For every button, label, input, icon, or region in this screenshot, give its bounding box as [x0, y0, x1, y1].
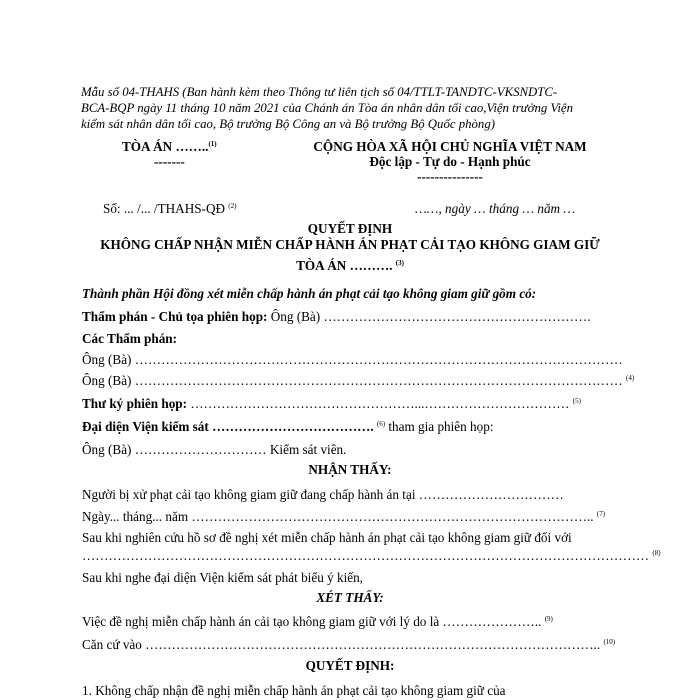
observed-line: ………………………………………………………………………………………………………………… $^{(8)}$ [82, 548, 661, 563]
document-number: Số: ... /... /THAHS-QĐ $^{(2)}$ [103, 201, 237, 216]
court-line: TÒA ÁN ………. $^{(3)}$ [296, 258, 404, 273]
council-intro: Thành phần Hội đồng xét miễn chấp hành án phạt cải tạo không giam giữ gồm có: [82, 286, 537, 301]
document-subtitle: KHÔNG CHẤP NHẬN MIỄN CHẤP HÀNH ÁN PHẠT CẢI TẠO KHÔNG GIAM GIỮ [100, 237, 600, 252]
heading-observed: NHẬN THẤY: [308, 462, 392, 477]
judges-label: Các Thẩm phán: [82, 331, 178, 346]
national-title: CỘNG HÒA XÃ HỘI CHỦ NGHĨA VIỆT NAM [313, 139, 587, 154]
considered-line: Căn cứ vào ………………………………………………………………………………………….. $^{(10)}$ [82, 637, 616, 652]
considered-line: Việc đề nghị miễn chấp hành án cải tạo không giam giữ với lý do là ………………….. $^{(9)}$ [82, 614, 553, 629]
court-rule: ------- [154, 154, 185, 169]
form-note-line: Mẫu số 04-THAHS (Ban hành kèm theo Thông tư liên tịch số 04/TTLT-TANDTC-VKSNDTC- [81, 85, 558, 99]
heading-decision: QUYẾT ĐỊNH: [305, 658, 395, 673]
national-motto: Độc lập - Tự do - Hạnh phúc [369, 154, 531, 169]
decision-line: 1. Không chấp nhận đề nghị miễn chấp hành án phạt cải tạo không giam giữ của [82, 683, 506, 698]
court-label: TÒA ÁN ……..$^{(1)}$ [122, 139, 217, 154]
date-line: ……, ngày … tháng … năm … [415, 201, 576, 216]
document-title: QUYẾT ĐỊNH [307, 221, 393, 236]
observed-line: Sau khi nghe đại diện Viện kiểm sát phát biểu ý kiến, [82, 570, 363, 585]
heading-considered: XÉT THẤY: [316, 590, 384, 605]
observed-line: Ngày... tháng... năm ……………………………………………………………………………….. $^{(7)}$ [82, 509, 606, 524]
secretary-line: Thư ký phiên họp: ……………………………………………...…………………………… $^{(5)}$ [82, 396, 581, 411]
observed-line: Người bị xử phạt cải tạo không giam giữ đang chấp hành án tại …………………………… [82, 487, 564, 502]
presiding-judge-line: Thẩm phán - Chủ tọa phiên họp: Ông (Bà) ……………………………………………………. [82, 309, 591, 324]
observed-line: Sau khi nghiên cứu hồ sơ đề nghị xét miễn chấp hành án phạt cải tạo không giam giữ đối với [82, 530, 572, 545]
judge-line: Ông (Bà) ………………………………………………………………………………………………… $^{(4)}$ [82, 373, 635, 388]
prosecutor-person: Ông (Bà) ………………………… Kiểm sát viên. [82, 442, 347, 457]
judge-line: Ông (Bà) ………………………………………………………………………………………………… [82, 352, 623, 367]
form-note-line: BCA-BQP ngày 11 tháng 10 năm 2021 của Chánh án Tòa án nhân dân tối cao,Viện trưởng Viện [81, 101, 573, 115]
prosecutor-line: Đại diện Viện kiểm sát ………………………………. $^{(6)}$ tham gia phiên họp: [82, 419, 494, 434]
form-note-line: kiểm sát nhân dân tối cao, Bộ trưởng Bộ Công an và Bộ trưởng Bộ Quốc phòng) [81, 117, 495, 131]
national-rule: --------------- [417, 169, 483, 184]
